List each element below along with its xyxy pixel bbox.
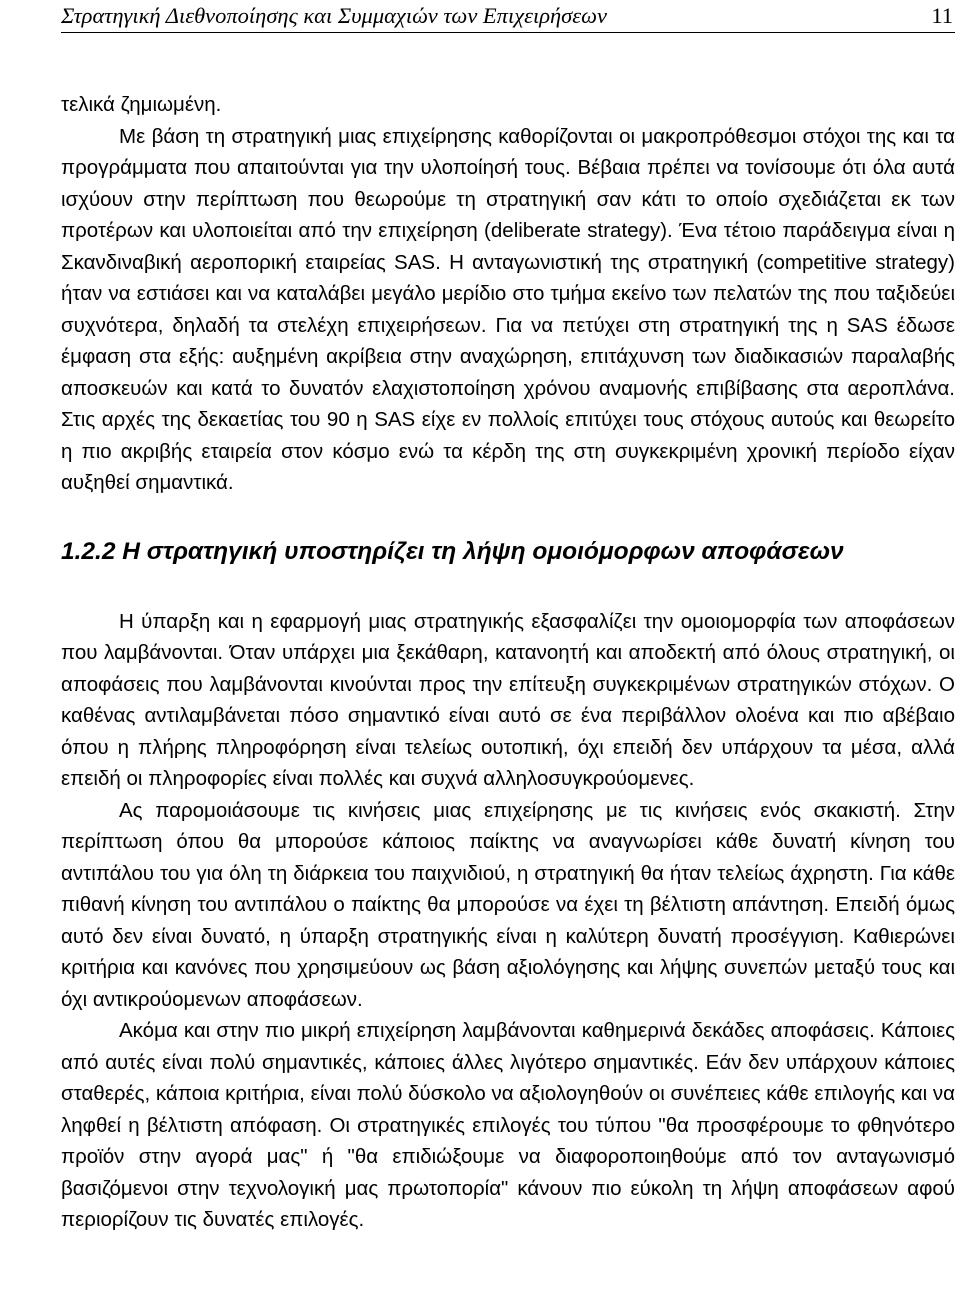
paragraph: Ας παρομοιάσουμε τις κινήσεις μιας επιχείρησης με τις κινήσεις ενός σκακιστή. Στην περίπτωση όπου θα μπορούσε κάποιος παίκτης να αναγνωρίσει κάθε δυνατή κίνηση του αντιπάλου του για όλη τη διάρκεια του παιχνιδιού, η στρατηγική θα ήταν τελείως άχρηστη. Για κάθε πιθανή κίνηση του αντιπάλου ο παίκτης θα μπορούσε να έχει τη βέλτιστη απάντηση. Επειδή όμως αυτό δεν είναι δυνατό, η ύπαρξη στρατηγικής είναι η καλύτερη δυνατή προσέγγιση. Καθιερώνει κριτήρια και κανόνες που χρησιμεύουν ως βάση αξιολόγησης και λήψης συνεπών μεταξύ τους και όχι αντικρούομενων αποφάσεων. xyxy=(61,798,955,1011)
page-number: 11 xyxy=(931,3,953,28)
paragraph: Ακόμα και στην πιο μικρή επιχείρηση λαμβάνονται καθημερινά δεκάδες αποφάσεις. Κάποιες από αυτές είναι πολύ σημαντικές, κάποιες άλλες λιγότερο σημαντικές. Εάν δεν υπάρχουν κάποιες σταθερές, κάποια κριτήρια, είναι πολύ δύσκολο να αξιολογηθούν οι συνέπειες κάθε επιλογής και να ληφθεί η βέλτιστη απόφαση. Οι στρατηγικές επιλογές του τύπου "θα προσφέρουμε το φθηνότερο προϊόν στην αγορά μας" ή "θα επιδιώξουμε να διαφοροποιηθούμε από τον ανταγωνισμό βασιζόμενοι στην τεχνολογική μας πρωτοπορία" κάνουν πιο εύκολη τη λήψη αποφάσεων αφού περιορίζουν τις δυνατές επιλογές. xyxy=(61,1019,955,1231)
running-header xyxy=(61,2,955,33)
text-block-before-heading xyxy=(61,89,955,499)
paragraph: τελικά ζημιωμένη. xyxy=(61,93,222,116)
document-page xyxy=(61,0,955,1236)
header-title: Στρατηγική Διεθνοποίησης και Συμμαχιών των Επιχειρήσεων xyxy=(61,3,608,28)
text-block-after-heading xyxy=(61,606,955,1236)
paragraph: Η ύπαρξη και η εφαρμογή μιας στρατηγικής εξασφαλίζει την ομοιομορφία των αποφάσεων που λαμβάνονται. Όταν υπάρχει μια ξεκάθαρη, κατανοητή και αποδεκτή από όλους στρατηγική, οι αποφάσεις που λαμβάνονται κινούνται προς την επίτευξη συγκεκριμένων στρατηγικών στόχων. Ο καθένας αντιλαμβάνεται πόσο σημαντικό είναι αυτό σε ένα περιβάλλον ολοένα και πιο αβέβαιο όπου η πλήρης πληροφόρηση είναι τελείως ουτοπική, όχι επειδή δεν υπάρχουν τα μέσα, αλλά επειδή οι πληροφορίες είναι πολλές και συχνά αλληλοσυγκρούομενες. xyxy=(61,609,955,790)
paragraph: Με βάση τη στρατηγική μιας επιχείρησης καθορίζονται οι μακροπρόθεσμοι στόχοι της και τα προγράμματα που απαιτούνται για την υλοποίησή τους. Βέβαια πρέπει να τονίσουμε ότι όλα αυτά ισχύουν στην περίπτωση που θεωρούμε τη στρατηγική σαν κάτι το οποίο σχεδιάζεται εκ των προτέρων και υλοποιείται από την επιχείρηση (deliberate strategy). Ένα τέτοιο παράδειγμα είναι η Σκανδιναβική αεροπορική εταιρείας SAS. Η ανταγωνιστική της στρατηγική (competitive strategy) ήταν να εστιάσει και να καταλάβει μεγάλο μερίδιο στο τμήμα εκείνο των πελατών της που ταξιδεύει συχνότερα, δηλαδή τα στελέχη επιχειρήσεων. Για να πετύχει στη στρατηγική της η SAS έδωσε έμφαση στα εξής: αυξημένη ακρίβεια στην αναχώρηση, επιτάχυνση των διαδικασιών παραλαβής αποσκευών και κατά το δυνατόν ελαχιστοποίηση χρόνου αναμονής επιβίβασης στα αεροπλάνα. Στις αρχές της δεκαετίας του 90 η SAS είχε εν πολλοίς επιτύχει τους στόχους αυτούς και θεωρείτο η πιο ακριβής εταιρεία στον κόσμο ενώ τα κέρδη της στη συγκεκριμένη χρονική περίοδο είχαν αυξηθεί σημαντικά. xyxy=(61,124,955,494)
section-heading: 1.2.2 Η στρατηγική υποστηρίζει τη λήψη ομοιόμορφων αποφάσεων xyxy=(61,537,844,565)
